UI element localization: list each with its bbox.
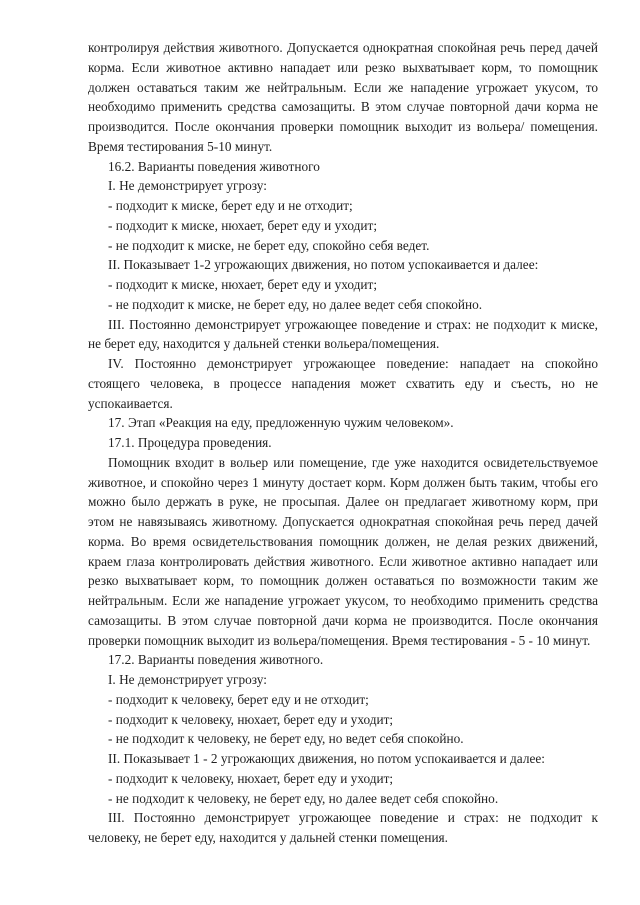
variant-2-heading: II. Показывает 1-2 угрожающих движения, но потом успокаивается и далее: xyxy=(108,257,539,273)
variant-2-heading: II. Показывает 1 - 2 угрожающих движения, но потом успокаивается и далее: xyxy=(108,751,545,766)
list-item: - подходит к человеку, нюхает, берет еду и уходит; xyxy=(108,711,394,727)
list-item: - подходит к человеку, берет еду и не отходит; xyxy=(108,691,369,707)
variant-4-paragraph: IV. Постоянно демонстрирует угрожающее поведение: нападает на спокойно стоящего человека, в процессе нападения может схватить еду и съесть, но не успокаивается. xyxy=(88,356,598,411)
document-page xyxy=(88,38,598,848)
list-item: - подходит к человеку, нюхает, берет еду и уходит; xyxy=(108,770,394,786)
list-item: - не подходит к миске, не берет еду, спокойно себя ведет. xyxy=(108,237,430,253)
list-item: - не подходит к человеку, не берет еду, но ведет себя спокойно. xyxy=(108,731,464,747)
variant-3-paragraph: III. Постоянно демонстрирует угрожающее поведение и страх: не подходит к миске, не берет еду, находится у дальней стенки вольера/помещения. xyxy=(88,316,598,352)
list-item: - подходит к миске, берет еду и не отходит; xyxy=(108,198,353,213)
paragraph-continuation: контролируя действия животного. Допускается однократная спокойная речь перед дачей корма. Если животное активно нападает или резко выхватывает корм, то помощник должен оставаться таким же нейтральным. Если же нападение угрожает укусом, то необходимо применить средства самозащиты. В этом случае повторной дачи корма не производится. После окончания проверки помощник выходит из вольера/ помещения. Время тестирования 5-10 минут. xyxy=(88,40,598,154)
section-heading-17-2: 17.2. Варианты поведения животного. xyxy=(108,652,324,668)
section-heading-17-1: 17.1. Процедура проведения. xyxy=(108,435,272,450)
list-item: - не подходит к миске, не берет еду, но далее ведет себя спокойно. xyxy=(108,296,483,312)
list-item: - подходит к миске, нюхает, берет еду и уходит; xyxy=(108,217,378,233)
variant-3-paragraph: III. Постоянно демонстрирует угрожающее поведение и страх: не подходит к человеку, не берет еду, находится у дальней стенки помещения. xyxy=(88,810,598,845)
list-item: - не подходит к человеку, не берет еду, но далее ведет себя спокойно. xyxy=(108,790,499,806)
procedure-paragraph: Помощник входит в вольер или помещение, где уже находится освидетельствуемое животное, и спокойно через 1 минуту достает корм. Корм должен быть таким, чтобы его можно было держать в руке, не просыпая. Далее он предлагает животному корм, при этом не навязываясь животному. Допускается однократная спокойная речь перед дачей корма. Во время освидетельствования помощник должен, не делая резких движений, краем глаза контролировать действия животного. Если животное активно нападает или резко выхватывает корм, то помощник должен оставаться по возможности таким же нейтральным. Если же нападение угрожает укусом, то необходимо применить средства самозащиты. В этом случае повторной дачи корма не производится. После окончания проверки помощник выходит из вольера/помещения. Время тестирования - 5 - 10 минут. xyxy=(88,454,598,648)
section-heading-17: 17. Этап «Реакция на еду, предложенную чужим человеком». xyxy=(108,415,454,431)
variant-1-heading: I. Не демонстрирует угрозу: xyxy=(108,178,267,194)
list-item: - подходит к миске, нюхает, берет еду и уходит; xyxy=(108,277,378,292)
section-heading-16-2: 16.2. Варианты поведения животного xyxy=(108,158,320,174)
variant-1-heading: I. Не демонстрирует угрозу: xyxy=(108,672,267,687)
